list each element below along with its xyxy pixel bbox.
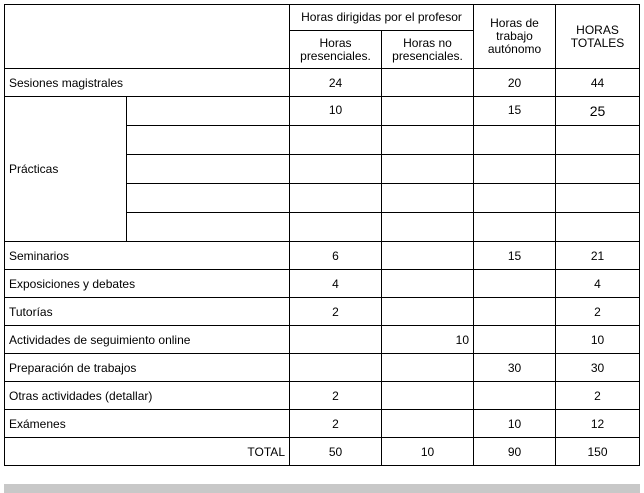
header-group-profesor: Horas dirigidas por el profesor (290, 5, 474, 31)
cell-no-presenciales (382, 155, 474, 184)
header-totales: HORAS TOTALES (556, 5, 640, 69)
cell-autonomo (474, 382, 556, 410)
row-label: Prácticas (5, 97, 127, 242)
cell-presenciales: 6 (290, 242, 382, 270)
cell-no-presenciales (382, 410, 474, 438)
total-total: 150 (556, 438, 640, 466)
table-row (5, 410, 640, 438)
cell-presenciales (290, 184, 382, 213)
cell-presenciales (290, 213, 382, 242)
cell-no-presenciales (382, 270, 474, 298)
cell-total: 4 (556, 270, 640, 298)
total-label: TOTAL (5, 438, 290, 466)
total-presenciales: 50 (290, 438, 382, 466)
cell-autonomo (474, 184, 556, 213)
cell-total (556, 155, 640, 184)
row-label: Tutorías (5, 298, 290, 326)
cell-total (556, 184, 640, 213)
cell-autonomo (474, 213, 556, 242)
row-label: Actividades de seguimiento online (5, 326, 290, 354)
cell-presenciales: 10 (290, 97, 382, 126)
practicas-subtype (127, 126, 290, 155)
corner-cell (5, 5, 290, 69)
cell-presenciales: 24 (290, 69, 382, 97)
cell-presenciales: 4 (290, 270, 382, 298)
cell-autonomo (474, 126, 556, 155)
cell-presenciales (290, 126, 382, 155)
cell-total (556, 126, 640, 155)
row-label: Seminarios (5, 242, 290, 270)
cell-autonomo (474, 298, 556, 326)
cell-autonomo: 15 (474, 242, 556, 270)
row-label: Exámenes (5, 410, 290, 438)
cell-autonomo: 20 (474, 69, 556, 97)
cell-total: 30 (556, 354, 640, 382)
cell-autonomo (474, 326, 556, 354)
row-label: Sesiones magistrales (5, 69, 290, 97)
cell-autonomo (474, 155, 556, 184)
table-row (5, 354, 640, 382)
total-row (5, 438, 640, 466)
cell-presenciales (290, 326, 382, 354)
cell-presenciales: 2 (290, 298, 382, 326)
table-row (5, 242, 640, 270)
cell-total: 2 (556, 298, 640, 326)
cell-total: 10 (556, 326, 640, 354)
cell-total: 2 (556, 382, 640, 410)
table-row (5, 326, 640, 354)
cell-no-presenciales (382, 184, 474, 213)
table-row (5, 382, 640, 410)
cell-autonomo: 10 (474, 410, 556, 438)
header-no-presenciales: Horas no presenciales. (382, 31, 474, 69)
cell-no-presenciales (382, 213, 474, 242)
cell-no-presenciales (382, 97, 474, 126)
cell-autonomo (474, 270, 556, 298)
row-label: Exposiciones y debates (5, 270, 290, 298)
practicas-subtype (127, 184, 290, 213)
total-no-presenciales: 10 (382, 438, 474, 466)
table-row (5, 270, 640, 298)
practicas-subtype (127, 97, 290, 126)
cell-no-presenciales (382, 298, 474, 326)
cell-no-presenciales (382, 69, 474, 97)
cell-presenciales (290, 354, 382, 382)
cell-total: 12 (556, 410, 640, 438)
cell-total (556, 213, 640, 242)
practicas-subtype (127, 213, 290, 242)
cell-no-presenciales (382, 242, 474, 270)
cell-no-presenciales (382, 354, 474, 382)
cell-presenciales: 2 (290, 410, 382, 438)
header-presenciales: Horas presenciales. (290, 31, 382, 69)
bottom-divider (4, 484, 640, 493)
header-autonomo: Horas de trabajo autónomo (474, 5, 556, 69)
cell-autonomo: 30 (474, 354, 556, 382)
cell-total: 25 (556, 97, 640, 126)
hours-table (4, 4, 640, 466)
table-row (5, 69, 640, 97)
total-autonomo: 90 (474, 438, 556, 466)
cell-autonomo: 15 (474, 97, 556, 126)
table-row (5, 298, 640, 326)
row-label: Otras actividades (detallar) (5, 382, 290, 410)
cell-total: 44 (556, 69, 640, 97)
cell-presenciales: 2 (290, 382, 382, 410)
cell-no-presenciales (382, 382, 474, 410)
cell-presenciales (290, 155, 382, 184)
cell-no-presenciales (382, 126, 474, 155)
practicas-subtype (127, 155, 290, 184)
cell-no-presenciales: 10 (382, 326, 474, 354)
row-label: Preparación de trabajos (5, 354, 290, 382)
table-row (5, 97, 640, 126)
cell-total: 21 (556, 242, 640, 270)
